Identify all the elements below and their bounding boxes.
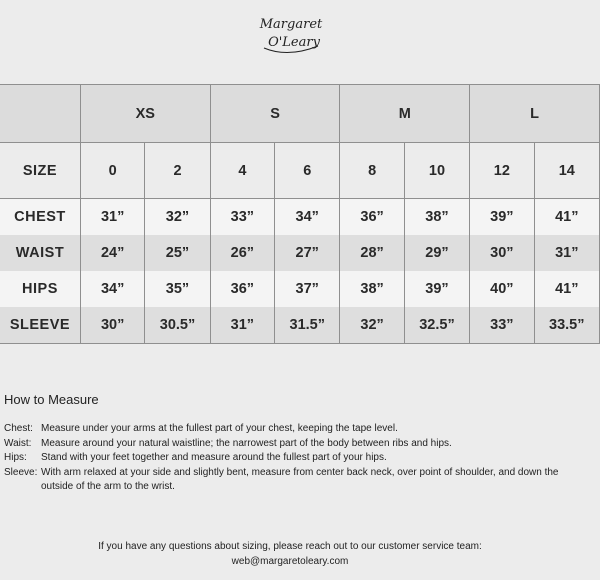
measurement-value: 37” — [275, 271, 340, 307]
measurement-value: 24” — [80, 235, 144, 271]
measurement-value: 28” — [340, 235, 404, 271]
size-number-cell: 2 — [145, 143, 210, 199]
measurement-value: 33.5” — [534, 307, 599, 344]
measurement-value: 26” — [210, 235, 274, 271]
how-to-measure-list — [4, 422, 574, 495]
measurement-row — [0, 271, 600, 307]
measurement-value: 39” — [404, 271, 469, 307]
measurement-value: 31” — [80, 199, 144, 236]
measurement-value: 35” — [145, 271, 210, 307]
measurement-value: 32” — [340, 307, 404, 344]
logo-line1: Margaret — [259, 17, 323, 32]
how-to-measure-title: How to Measure — [4, 392, 99, 407]
measurement-row — [0, 235, 600, 271]
size-number-row — [0, 143, 600, 199]
how-to-item — [4, 422, 574, 437]
measurement-value: 38” — [340, 271, 404, 307]
footer — [0, 540, 580, 569]
size-number-cell: 8 — [340, 143, 404, 199]
measurement-value: 30” — [470, 235, 534, 271]
how-to-term: Chest: — [4, 423, 33, 434]
how-to-term: Waist: — [4, 437, 32, 449]
measurement-value: 31” — [210, 307, 274, 344]
measurement-value: 27” — [275, 235, 340, 271]
size-chart-table — [0, 84, 600, 344]
measurement-value: 40” — [470, 271, 534, 307]
measurement-value: 30.5” — [145, 307, 210, 344]
measurement-value: 32.5” — [404, 307, 469, 344]
footer-text: If you have any questions about sizing, please reach out to our customer service team: — [98, 541, 482, 552]
measurement-value: 36” — [340, 199, 404, 236]
group-header-row — [0, 85, 600, 143]
logo-line2: O'Leary — [268, 35, 320, 50]
measurement-value: 32” — [145, 199, 210, 236]
corner-cell — [0, 85, 80, 143]
size-number-cell: 14 — [534, 143, 599, 199]
size-number-cell: 6 — [275, 143, 340, 199]
measurement-value: 33” — [210, 199, 274, 236]
size-number-cell: 10 — [404, 143, 469, 199]
measurement-value: 29” — [404, 235, 469, 271]
size-number-cell: 12 — [470, 143, 534, 199]
how-to-description: With arm relaxed at your side and slightly bent, measure from center back neck, over point of shoulder, and down the outside of the arm to the wrist. — [41, 466, 559, 492]
measurement-value: 34” — [80, 271, 144, 307]
footer-email[interactable]: web@margaretoleary.com — [231, 555, 349, 567]
measurement-value: 41” — [534, 271, 599, 307]
measurement-value: 31” — [534, 235, 599, 271]
size-group-header: S — [210, 85, 340, 143]
brand-logo — [258, 8, 324, 58]
measurement-label: WAIST — [0, 235, 80, 271]
measurement-row — [0, 307, 600, 344]
how-to-description: Measure around your natural waistline; the narrowest part of the body between ribs and hips. — [41, 437, 452, 449]
how-to-term: Hips: — [4, 452, 27, 463]
how-to-description: Stand with your feet together and measure around the fullest part of your hips. — [41, 452, 387, 463]
measurement-value: 31.5” — [275, 307, 340, 344]
measurement-label: SLEEVE — [0, 307, 80, 344]
measurement-row — [0, 199, 600, 236]
how-to-term: Sleeve: — [4, 466, 38, 478]
size-number-cell: 4 — [210, 143, 274, 199]
how-to-item — [4, 437, 574, 452]
measurement-value: 34” — [275, 199, 340, 236]
how-to-item — [4, 466, 574, 495]
size-label: SIZE — [0, 143, 80, 199]
measurement-label: CHEST — [0, 199, 80, 236]
measurement-value: 39” — [470, 199, 534, 236]
size-group-header: M — [340, 85, 470, 143]
measurement-value: 36” — [210, 271, 274, 307]
how-to-item — [4, 451, 574, 466]
how-to-description: Measure under your arms at the fullest part of your chest, keeping the tape level. — [41, 423, 398, 434]
measurement-value: 30” — [80, 307, 144, 344]
measurement-value: 41” — [534, 199, 599, 236]
measurement-value: 33” — [470, 307, 534, 344]
size-group-header: XS — [80, 85, 210, 143]
measurement-value: 25” — [145, 235, 210, 271]
size-group-header: L — [470, 85, 600, 143]
size-number-cell: 0 — [80, 143, 144, 199]
measurement-label: HIPS — [0, 271, 80, 307]
measurement-value: 38” — [404, 199, 469, 236]
